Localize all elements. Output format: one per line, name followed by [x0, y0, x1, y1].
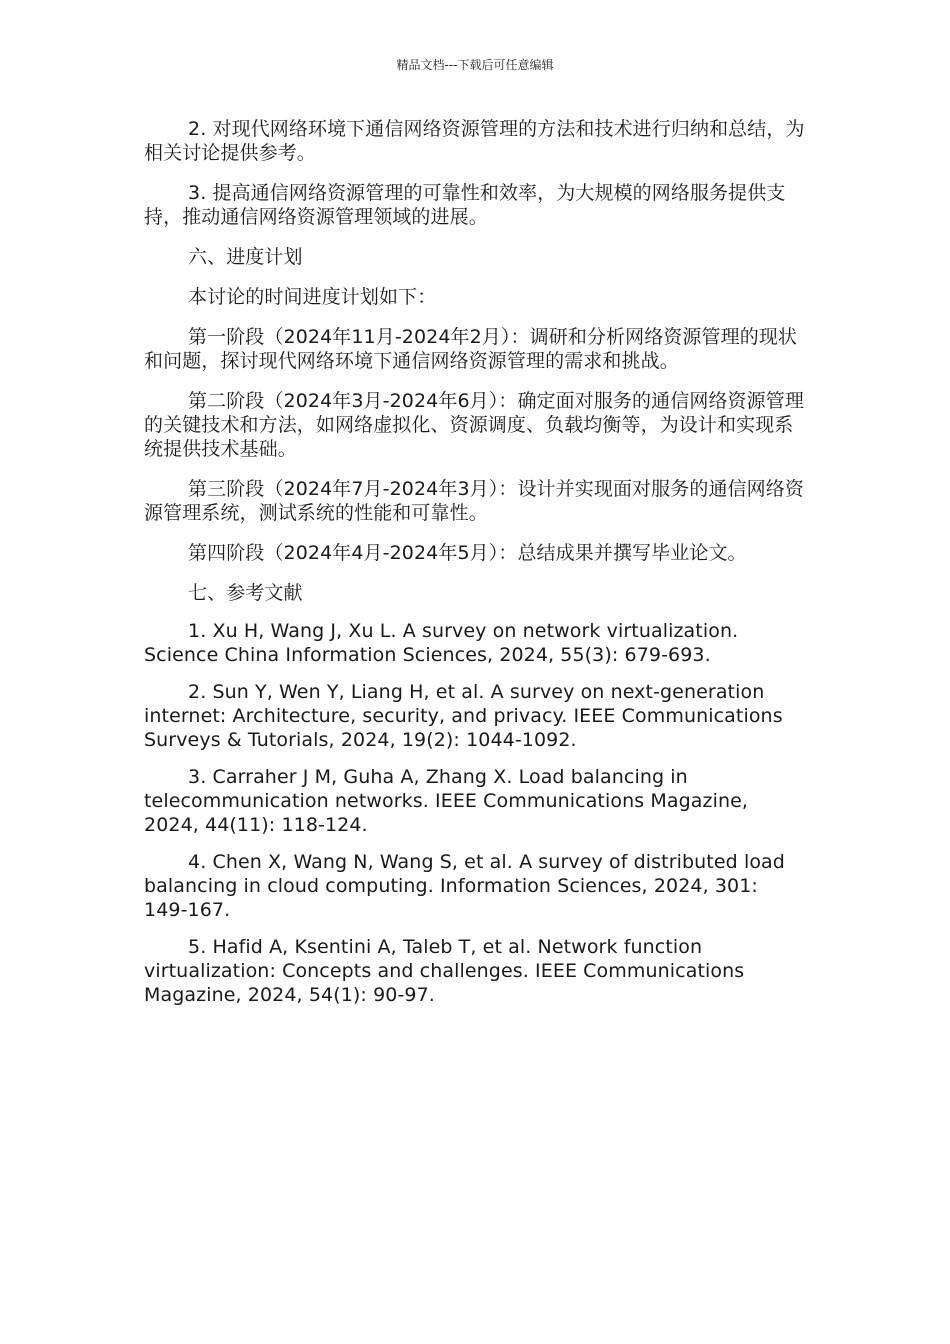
reference-item: 1. Xu H, Wang J, Xu L. A survey on network virtualization. Science China Information Sciences, 2024, 55(3): 679-693. [144, 620, 739, 666]
schedule-intro: 本讨论的时间进度计划如下： [188, 286, 437, 308]
section-heading-references: 七、参考文献 [188, 582, 303, 604]
reference-item: 2. Sun Y, Wen Y, Liang H, et al. A survey on next-generation internet: Architecture, security, and privacy. IEEE Communications Surveys & Tutorials, 2024, 19(2): 1044-1092. [144, 681, 783, 751]
objective-item-2: 2. 对现代网络环境下通信网络资源管理的方法和技术进行归纳和总结，为相关讨论提供参考。 [144, 118, 805, 164]
page-header: 精品文档---下载后可任意编辑 [396, 58, 554, 72]
section-heading-schedule: 六、进度计划 [188, 246, 303, 268]
schedule-phase-2: 第二阶段（2024年3月-2024年6月）：确定面对服务的通信网络资源管理的关键技术和方法，如网络虚拟化、资源调度、负载均衡等，为设计和实现系统提供技术基础。 [144, 390, 804, 460]
reference-item: 3. Carraher J M, Guha A, Zhang X. Load balancing in telecommunication networks. IEEE Communications Magazine, 2024, 44(11): 118-124. [144, 766, 749, 836]
reference-item: 4. Chen X, Wang N, Wang S, et al. A survey of distributed load balancing in cloud computing. Information Sciences, 2024, 301: 149-167. [144, 851, 785, 921]
schedule-phase-4: 第四阶段（2024年4月-2024年5月）：总结成果并撰写毕业论文。 [188, 542, 747, 564]
objective-item-3: 3. 提高通信网络资源管理的可靠性和效率，为大规模的网络服务提供支持，推动通信网络资源管理领域的进展。 [144, 182, 786, 228]
schedule-phase-1: 第一阶段（2024年11月-2024年2月）：调研和分析网络资源管理的现状和问题，探讨现代网络环境下通信网络资源管理的需求和挑战。 [144, 326, 798, 372]
reference-item: 5. Hafid A, Ksentini A, Taleb T, et al. Network function virtualization: Concepts and challenges. IEEE Communications Magazine, 2024, 54(1): 90-97. [144, 936, 745, 1006]
schedule-phase-3: 第三阶段（2024年7月-2024年3月）：设计并实现面对服务的通信网络资源管理系统，测试系统的性能和可靠性。 [144, 478, 804, 524]
document-body [144, 117, 806, 1007]
